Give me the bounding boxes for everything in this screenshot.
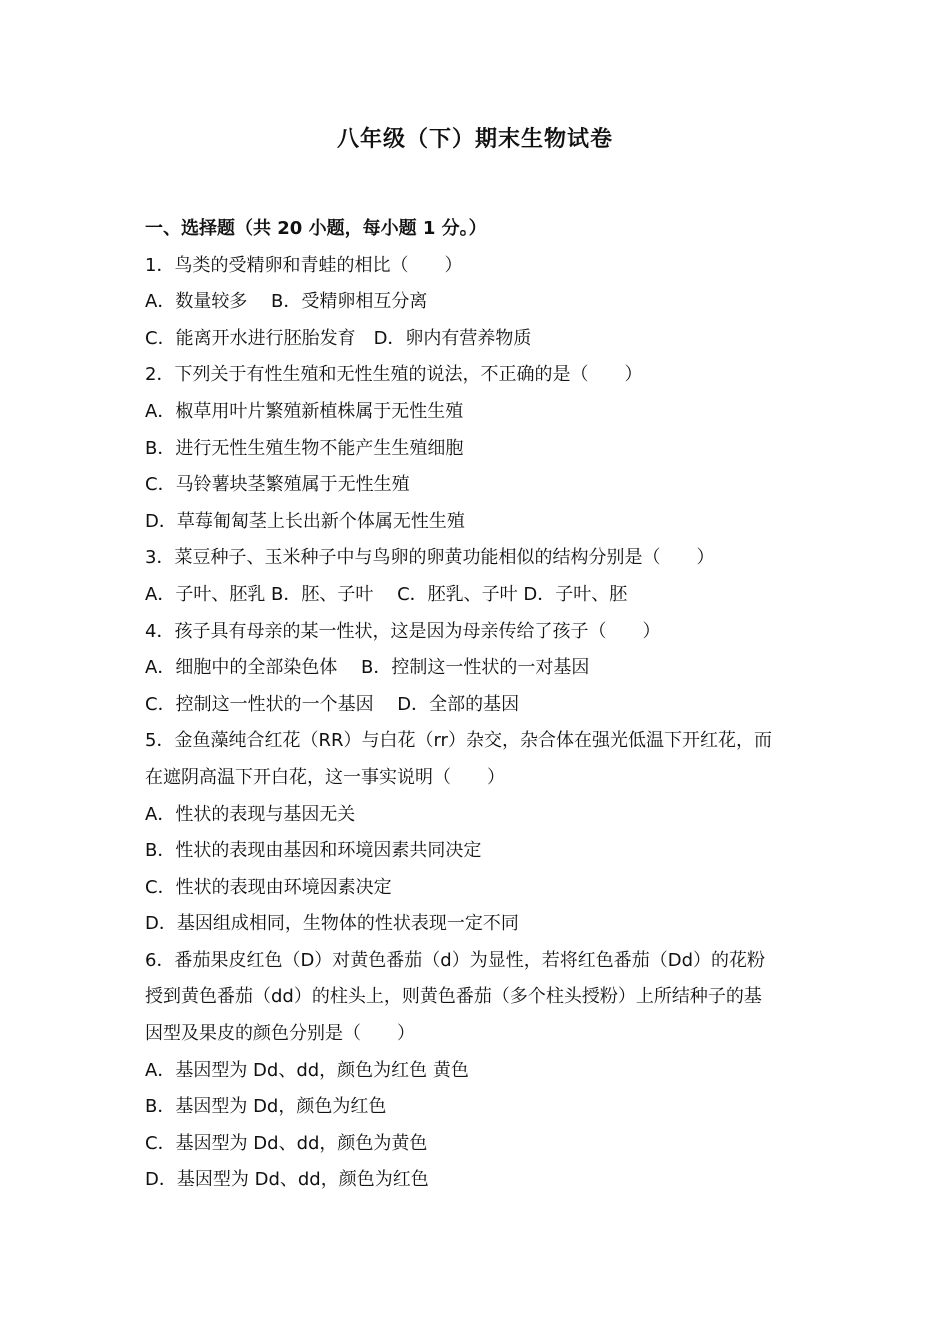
question-option: C．马铃薯块茎繁殖属于无性生殖	[145, 474, 410, 496]
question-option: D．基因组成相同，生物体的性状表现一定不同	[145, 913, 519, 935]
question-4	[145, 614, 815, 724]
question-options: A．子叶、胚乳 B．胚、子叶 C．胚乳、子叶 D．子叶、胚	[145, 583, 628, 605]
question-option: D．基因型为 Dd、dd，颜色为红色	[145, 1169, 429, 1191]
question-1	[145, 248, 815, 358]
question-3	[145, 540, 815, 613]
question-options: A．细胞中的全部染色体 B．控制这一性状的一对基因	[145, 657, 590, 679]
question-options: A．数量较多 B．受精卵相互分离	[145, 291, 428, 313]
question-option: A．性状的表现与基因无关	[145, 803, 356, 825]
question-stem: 授到黄色番茄（dd）的柱头上，则黄色番茄（多个柱头授粉）上所结种子的基	[145, 986, 762, 1008]
question-option: C．基因型为 Dd、dd，颜色为黄色	[145, 1132, 428, 1154]
question-stem: 因型及果皮的颜色分别是（ ）	[145, 1023, 415, 1045]
exam-content	[145, 211, 815, 1199]
page-title: 八年级（下）期末生物试卷	[336, 127, 613, 152]
question-stem: 5．金鱼藻纯合红花（RR）与白花（rr）杂交，杂合体在强光低温下开红花，而	[145, 730, 772, 752]
question-stem: 3．菜豆种子、玉米种子中与鸟卵的卵黄功能相似的结构分别是（ ）	[145, 547, 715, 569]
question-options: C．能离开水进行胚胎发育 D．卵内有营养物质	[145, 327, 532, 349]
question-stem: 在遮阴高温下开白花，这一事实说明（ ）	[145, 766, 505, 788]
question-option: C．性状的表现由环境因素决定	[145, 876, 392, 898]
question-stem: 6．番茄果皮红色（D）对黄色番茄（d）为显性，若将红色番茄（Dd）的花粉	[145, 949, 766, 971]
section-heading: 一、选择题（共 20 小题，每小题 1 分。）	[145, 218, 487, 239]
question-6	[145, 943, 815, 1199]
question-2	[145, 357, 815, 540]
question-stem: 1．鸟类的受精卵和青蛙的相比（ ）	[145, 254, 463, 276]
question-option: B．进行无性生殖生物不能产生生殖细胞	[145, 437, 464, 459]
question-options: C．控制这一性状的一个基因 D．全部的基因	[145, 693, 520, 715]
question-stem: 4．孩子具有母亲的某一性状，这是因为母亲传给了孩子（ ）	[145, 620, 661, 642]
question-stem: 2．下列关于有性生殖和无性生殖的说法，不正确的是（ ）	[145, 364, 643, 386]
question-option: A．椒草用叶片繁殖新植株属于无性生殖	[145, 400, 464, 422]
question-option: B．基因型为 Dd，颜色为红色	[145, 1096, 387, 1118]
question-option: B．性状的表现由基因和环境因素共同决定	[145, 840, 482, 862]
question-option: D．草莓匍匐茎上长出新个体属无性生殖	[145, 510, 465, 532]
question-option: A．基因型为 Dd、dd，颜色为红色 黄色	[145, 1059, 469, 1081]
question-5	[145, 723, 815, 943]
